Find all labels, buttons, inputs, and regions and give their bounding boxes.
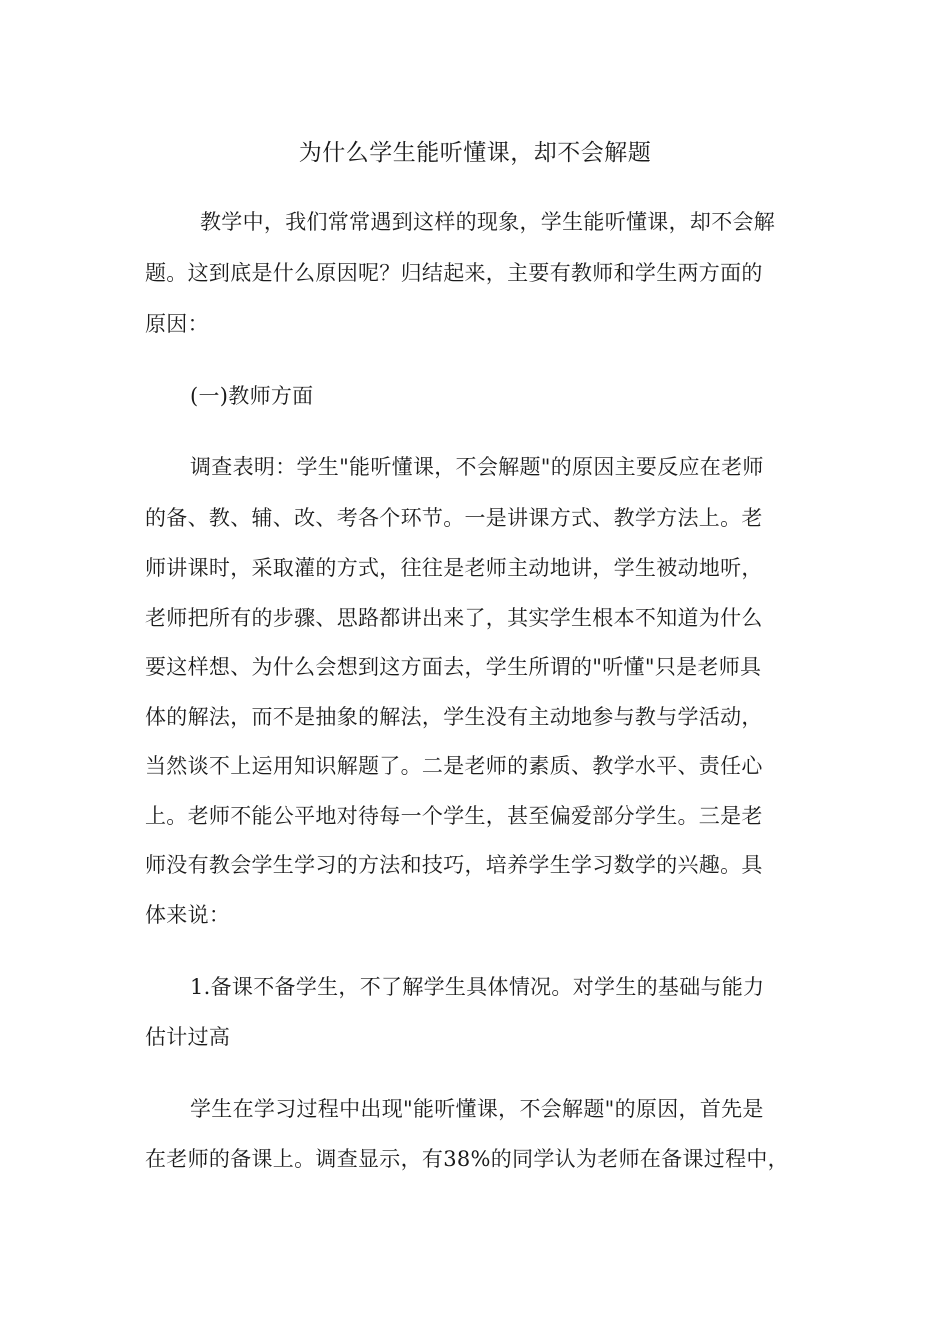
paragraph-line: 学生在学习过程中出现"能听懂课，不会解题"的原因，首先是: [190, 1097, 764, 1121]
paragraph-line: 体的解法，而不是抽象的解法，学生没有主动地参与教与学活动，: [145, 705, 763, 729]
list-item-heading: 1.备课不备学生，不了解学生具体情况。对学生的基础与能力: [190, 975, 765, 999]
paragraph-line: 估计过高: [145, 1025, 231, 1049]
section-heading: (一)教师方面: [190, 384, 314, 408]
paragraph-line: 当然谈不上运用知识解题了。二是老师的素质、教学水平、责任心: [145, 754, 763, 778]
paragraph-line: 调查表明：学生"能听懂课，不会解题"的原因主要反应在老师: [190, 455, 764, 479]
paragraph-line: 体来说：: [145, 903, 231, 927]
paragraph-line: 上。老师不能公平地对待每一个学生，甚至偏爱部分学生。三是老: [145, 804, 763, 828]
paragraph-line: 题。这到底是什么原因呢？归结起来，主要有教师和学生两方面的: [145, 261, 763, 285]
paragraph-line: 教学中，我们常常遇到这样的现象，学生能听懂课，却不会解: [200, 210, 776, 234]
paragraph-line: 的备、教、辅、改、考各个环节。一是讲课方式、教学方法上。老: [145, 506, 763, 530]
document-title: 为什么学生能听懂课，却不会解题: [298, 140, 652, 166]
paragraph-line: 原因：: [145, 312, 209, 336]
paragraph-line: 要这样想、为什么会想到这方面去，学生所谓的"听懂"只是老师具: [145, 655, 762, 679]
paragraph-line: 老师把所有的步骤、思路都讲出来了，其实学生根本不知道为什么: [145, 606, 763, 630]
paragraph-line: 师讲课时，采取灌的方式，往往是老师主动地讲，学生被动地听，: [145, 556, 763, 580]
paragraph-line: 在老师的备课上。调查显示，有38%的同学认为老师在备课过程中，: [145, 1147, 789, 1171]
paragraph-line: 师没有教会学生学习的方法和技巧，培养学生学习数学的兴趣。具: [145, 853, 763, 877]
